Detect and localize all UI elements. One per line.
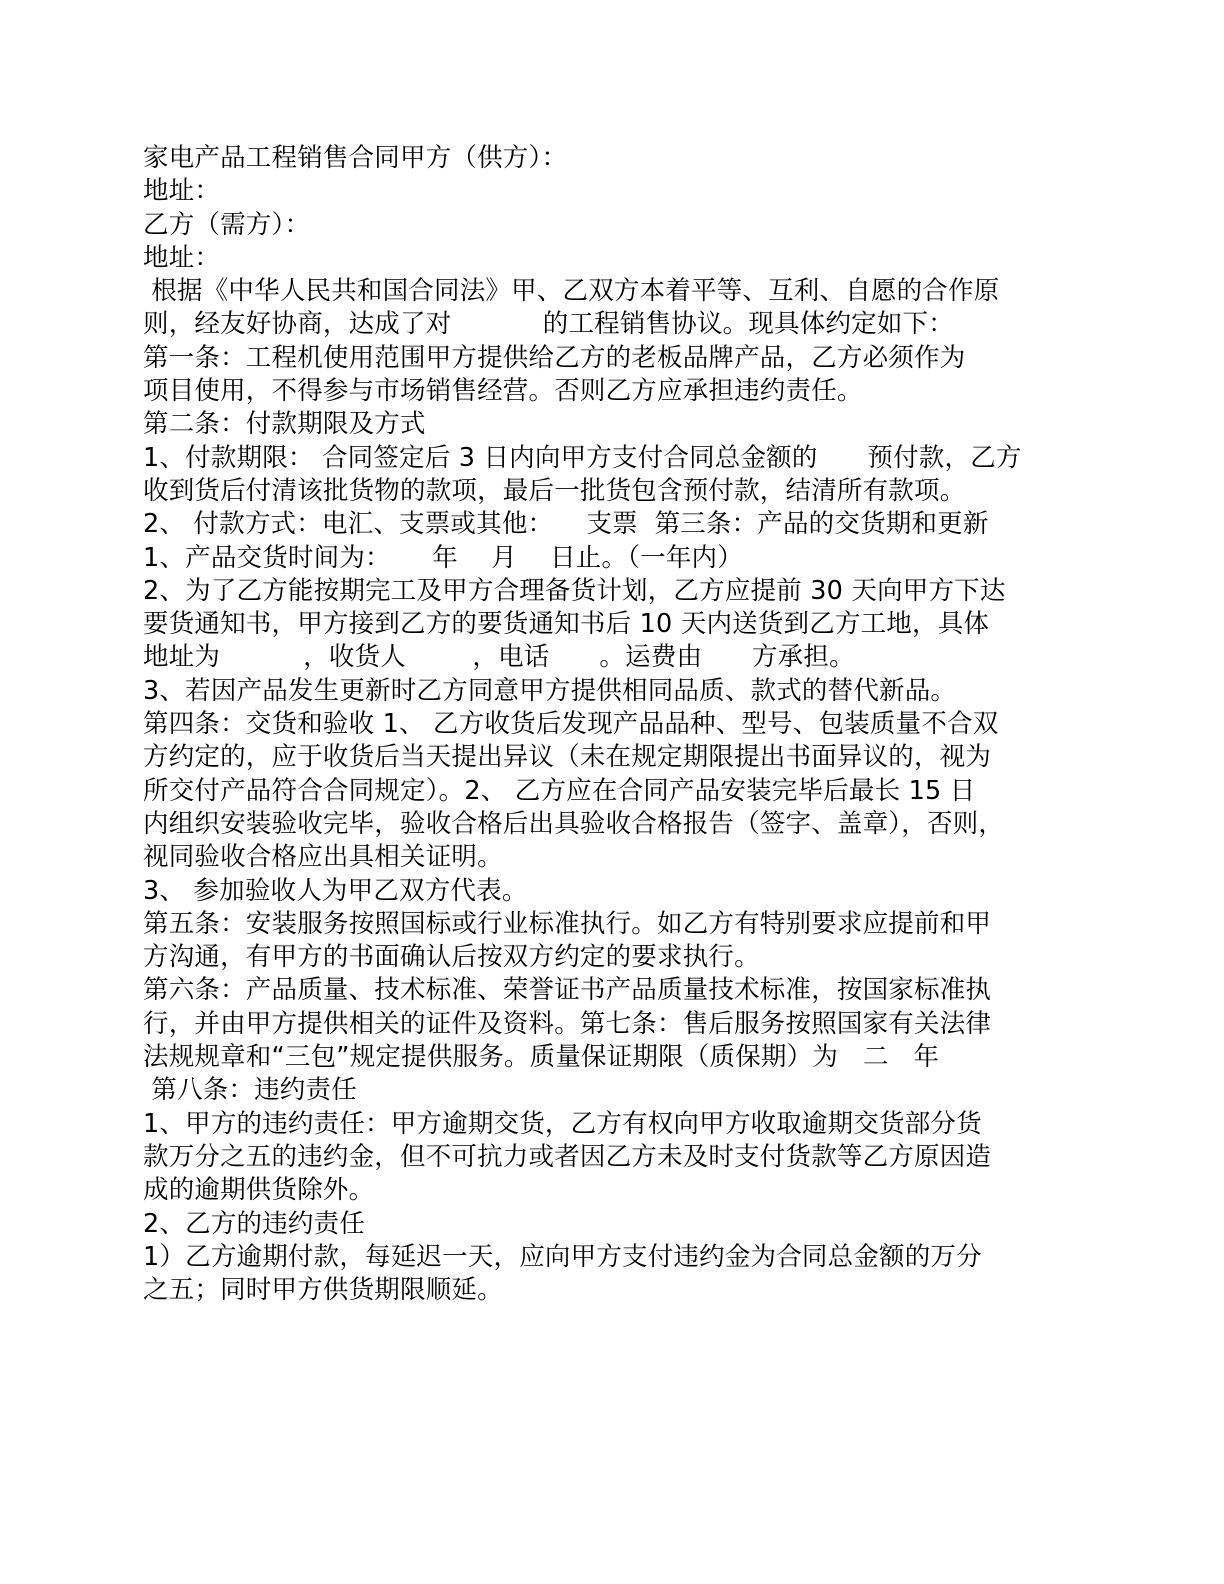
text-line: 款万分之五的违约金，但不可抗力或者因乙方未及时支付货款等乙方原因造 bbox=[143, 1141, 992, 1172]
text-line: 行，并由甲方提供相关的证件及资料。第七条：售后服务按照国家有关法律 bbox=[143, 1008, 992, 1039]
text-line: 要货通知书，甲方接到乙方的要货通知书后 10 天内送货到乙方工地，具体 bbox=[143, 609, 990, 640]
text-line: 2、为了乙方能按期完工及甲方合理备货计划，乙方应提前 30 天向甲方下达 bbox=[143, 575, 1006, 606]
text-line: 第四条：交货和验收 1、 乙方收货后发现产品品种、型号、包装质量不合双 bbox=[143, 709, 999, 740]
text-line: 第二条：付款期限及方式 bbox=[143, 409, 426, 440]
text-line: 根据《中华人民共和国合同法》甲、乙双方本着平等、互利、自愿的合作原 bbox=[143, 276, 1000, 307]
text-line: 1、产品交货时间为： 年 月 日止。（一年内） bbox=[143, 542, 743, 573]
text-line: 则，经友好协商，达成了对 的工程销售协议。现具体约定如下： bbox=[143, 309, 954, 340]
text-line: 成的逾期供货除外。 bbox=[143, 1175, 375, 1206]
text-line: 第一条：工程机使用范围甲方提供给乙方的老板品牌产品，乙方必须作为 bbox=[143, 342, 966, 373]
text-line: 2、乙方的违约责任 bbox=[143, 1208, 366, 1239]
text-line: 1、甲方的违约责任：甲方逾期交货，乙方有权向甲方收取逾期交货部分货 bbox=[143, 1108, 982, 1139]
text-line: 方约定的，应于收货后当天提出异议（未在规定期限提出书面异议的，视为 bbox=[143, 742, 992, 773]
text-line: 地址为 ，收货人 ，电话 。运费由 方承担。 bbox=[143, 642, 855, 673]
text-line: 3、 参加验收人为甲乙双方代表。 bbox=[143, 875, 528, 906]
text-line: 视同验收合格应出具相关证明。 bbox=[143, 842, 503, 873]
text-line: 1、付款期限： 合同签定后 3 日内向甲方支付合同总金额的 预付款，乙方 bbox=[143, 442, 1022, 473]
text-line: 所交付产品符合合同规定）。2、 乙方应在合同产品安装完毕后最长 15 日 bbox=[143, 775, 976, 806]
document-title-line: 家电产品工程销售合同甲方（供方）： bbox=[143, 143, 568, 173]
text-line: 之五；同时甲方供货期限顺延。 bbox=[143, 1275, 503, 1306]
text-line: 地址： bbox=[143, 242, 221, 273]
text-line: 内组织安装验收完毕，验收合格后出具验收合格报告（签字、盖章），否则， bbox=[143, 808, 1005, 839]
text-line: 第八条：违约责任 bbox=[143, 1075, 357, 1106]
text-line: 收到货后付清该批货物的款项，最后一批货包含预付款，结清所有款项。 bbox=[143, 475, 966, 506]
text-line: 法规规章和“三包”规定提供服务。质量保证期限（质保期）为 二 年 bbox=[143, 1042, 940, 1073]
text-line: 3、若因产品发生更新时乙方同意甲方提供相同品质、款式的替代新品。 bbox=[143, 675, 957, 706]
text-line: 乙方（需方）： bbox=[143, 209, 311, 240]
text-line: 2、 付款方式：电汇、支票或其他： 支票 第三条：产品的交货期和更新 bbox=[143, 509, 989, 540]
text-line: 项目使用，不得参与市场销售经营。否则乙方应承担违约责任。 bbox=[143, 376, 863, 407]
text-line: 地址： bbox=[143, 176, 221, 207]
text-line: 1）乙方逾期付款，每延迟一天，应向甲方支付违约金为合同总金额的万分 bbox=[143, 1241, 982, 1272]
text-line: 方沟通，有甲方的书面确认后按双方约定的要求执行。 bbox=[143, 942, 760, 973]
document-body bbox=[143, 142, 1093, 1307]
text-line: 第六条：产品质量、技术标准、荣誉证书产品质量技术标准，按国家标准执 bbox=[143, 975, 992, 1006]
text-line: 第五条：安装服务按照国标或行业标准执行。如乙方有特别要求应提前和甲 bbox=[143, 908, 992, 939]
